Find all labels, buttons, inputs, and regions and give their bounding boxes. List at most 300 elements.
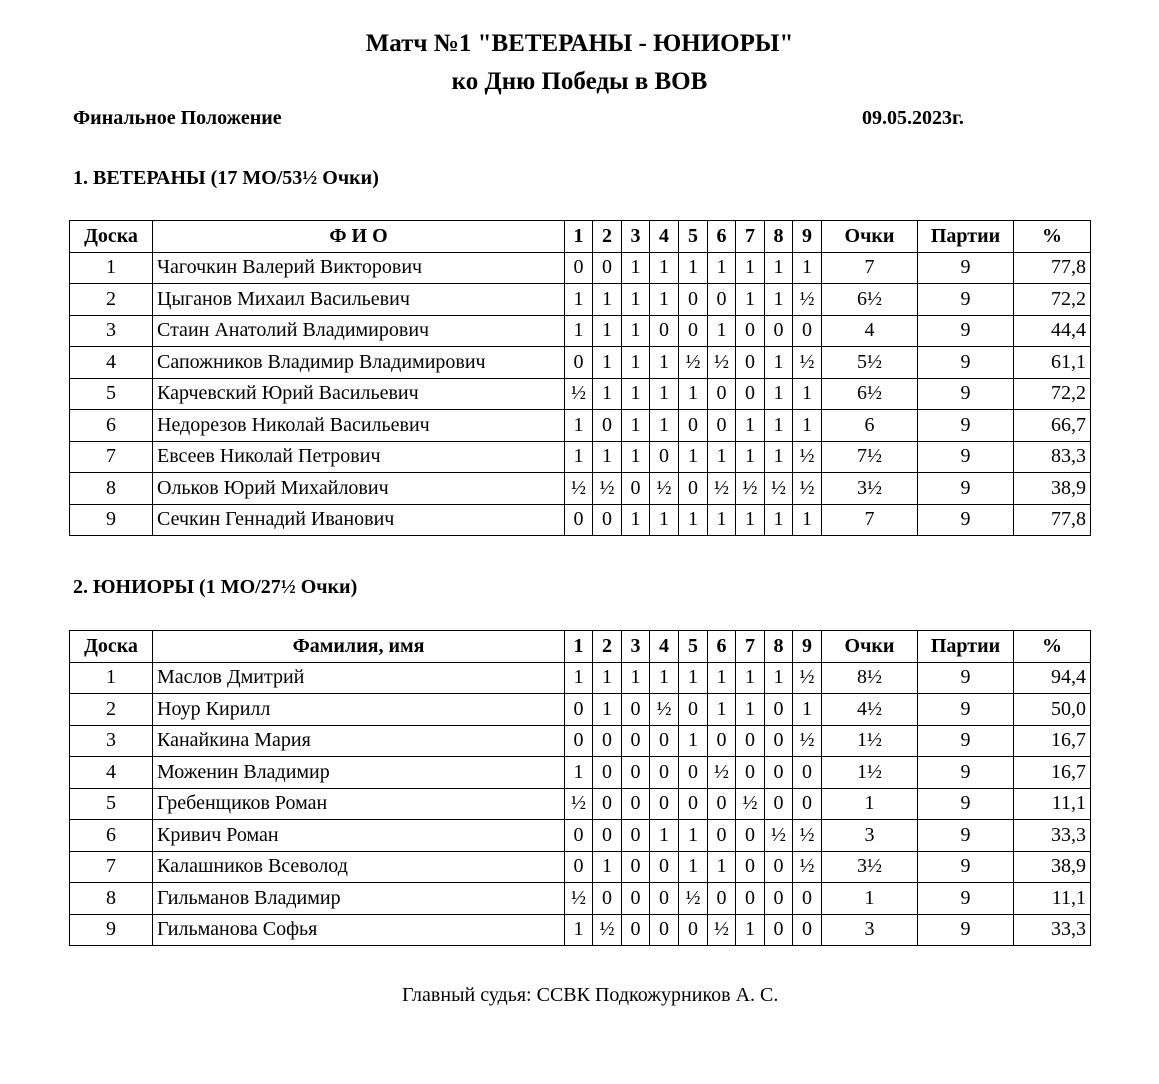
game-result-cell: ½ bbox=[650, 694, 679, 726]
section-heading-veterans: 1. ВЕТЕРАНЫ (17 МО/53½ Очки) bbox=[73, 167, 379, 189]
game-result-cell: 1 bbox=[593, 378, 622, 410]
document-title: Матч №1 "ВЕТЕРАНЫ - ЮНИОРЫ" bbox=[365, 30, 794, 57]
game-result-cell: 0 bbox=[593, 820, 622, 852]
points-cell: 3½ bbox=[822, 851, 918, 883]
game-result-cell: 0 bbox=[593, 757, 622, 789]
game-result-cell: 0 bbox=[765, 757, 793, 789]
game-result-cell: 1 bbox=[593, 851, 622, 883]
column-header: Ф И О bbox=[153, 221, 565, 253]
points-cell: 4 bbox=[822, 315, 918, 347]
game-result-cell: 0 bbox=[650, 757, 679, 789]
game-result-cell: 0 bbox=[593, 883, 622, 915]
game-result-cell: 0 bbox=[565, 820, 593, 852]
player-name-cell: Сапожников Владимир Владимирович bbox=[153, 347, 565, 379]
game-result-cell: 1 bbox=[736, 694, 765, 726]
game-result-cell: 0 bbox=[679, 410, 708, 442]
board-number-cell: 4 bbox=[70, 757, 153, 789]
games-cell: 9 bbox=[918, 725, 1014, 757]
game-result-cell: 1 bbox=[736, 252, 765, 284]
column-header: Очки bbox=[822, 631, 918, 663]
game-result-cell: 1 bbox=[736, 504, 765, 536]
column-header: 7 bbox=[736, 221, 765, 253]
game-result-cell: 1 bbox=[650, 504, 679, 536]
board-number-cell: 8 bbox=[70, 883, 153, 915]
table-row bbox=[70, 694, 1091, 726]
game-result-cell: 1 bbox=[793, 410, 822, 442]
game-result-cell: 1 bbox=[622, 662, 650, 694]
player-name-cell: Цыганов Михаил Васильевич bbox=[153, 284, 565, 316]
game-result-cell: 0 bbox=[650, 788, 679, 820]
game-result-cell: 1 bbox=[650, 347, 679, 379]
game-result-cell: ½ bbox=[736, 473, 765, 505]
table-header-row bbox=[70, 221, 1091, 253]
player-name-cell: Гребенщиков Роман bbox=[153, 788, 565, 820]
percent-cell: 16,7 bbox=[1014, 725, 1091, 757]
game-result-cell: 0 bbox=[650, 725, 679, 757]
game-result-cell: 1 bbox=[565, 284, 593, 316]
game-result-cell: 1 bbox=[679, 504, 708, 536]
game-result-cell: 0 bbox=[793, 315, 822, 347]
game-result-cell: 0 bbox=[679, 284, 708, 316]
percent-cell: 61,1 bbox=[1014, 347, 1091, 379]
games-cell: 9 bbox=[918, 410, 1014, 442]
game-result-cell: ½ bbox=[793, 820, 822, 852]
game-result-cell: 1 bbox=[622, 252, 650, 284]
games-cell: 9 bbox=[918, 347, 1014, 379]
game-result-cell: 1 bbox=[679, 378, 708, 410]
game-result-cell: 0 bbox=[593, 252, 622, 284]
game-result-cell: ½ bbox=[708, 757, 736, 789]
game-result-cell: ½ bbox=[679, 883, 708, 915]
column-header: 3 bbox=[622, 221, 650, 253]
column-header: 8 bbox=[765, 221, 793, 253]
board-number-cell: 1 bbox=[70, 662, 153, 694]
game-result-cell: 1 bbox=[708, 504, 736, 536]
games-cell: 9 bbox=[918, 694, 1014, 726]
game-result-cell: 1 bbox=[622, 378, 650, 410]
game-result-cell: 0 bbox=[736, 315, 765, 347]
game-result-cell: 0 bbox=[679, 788, 708, 820]
games-cell: 9 bbox=[918, 504, 1014, 536]
game-result-cell: 1 bbox=[679, 441, 708, 473]
player-name-cell: Гильманов Владимир bbox=[153, 883, 565, 915]
game-result-cell: 0 bbox=[765, 851, 793, 883]
game-result-cell: ½ bbox=[793, 851, 822, 883]
game-result-cell: ½ bbox=[793, 473, 822, 505]
game-result-cell: 1 bbox=[736, 662, 765, 694]
game-result-cell: 0 bbox=[708, 410, 736, 442]
points-cell: 1½ bbox=[822, 725, 918, 757]
points-cell: 6 bbox=[822, 410, 918, 442]
game-result-cell: 0 bbox=[736, 347, 765, 379]
game-result-cell: 0 bbox=[565, 694, 593, 726]
column-header: 5 bbox=[679, 221, 708, 253]
game-result-cell: 1 bbox=[593, 694, 622, 726]
points-cell: 7 bbox=[822, 504, 918, 536]
game-result-cell: 1 bbox=[679, 662, 708, 694]
game-result-cell: 1 bbox=[793, 504, 822, 536]
column-header: 4 bbox=[650, 221, 679, 253]
player-name-cell: Канайкина Мария bbox=[153, 725, 565, 757]
game-result-cell: ½ bbox=[708, 473, 736, 505]
juniors-table bbox=[69, 630, 1091, 946]
game-result-cell: 0 bbox=[708, 378, 736, 410]
board-number-cell: 6 bbox=[70, 820, 153, 852]
table-row bbox=[70, 788, 1091, 820]
game-result-cell: 0 bbox=[565, 347, 593, 379]
points-cell: 8½ bbox=[822, 662, 918, 694]
games-cell: 9 bbox=[918, 284, 1014, 316]
percent-cell: 16,7 bbox=[1014, 757, 1091, 789]
games-cell: 9 bbox=[918, 441, 1014, 473]
game-result-cell: 1 bbox=[565, 914, 593, 946]
player-name-cell: Карчевский Юрий Васильевич bbox=[153, 378, 565, 410]
game-result-cell: 0 bbox=[593, 788, 622, 820]
game-result-cell: 1 bbox=[736, 284, 765, 316]
game-result-cell: 1 bbox=[679, 252, 708, 284]
game-result-cell: 0 bbox=[679, 914, 708, 946]
game-result-cell: ½ bbox=[593, 473, 622, 505]
percent-cell: 33,3 bbox=[1014, 820, 1091, 852]
game-result-cell: ½ bbox=[793, 284, 822, 316]
game-result-cell: 0 bbox=[650, 315, 679, 347]
game-result-cell: 0 bbox=[679, 315, 708, 347]
game-result-cell: 1 bbox=[765, 504, 793, 536]
game-result-cell: 1 bbox=[565, 662, 593, 694]
table-row bbox=[70, 347, 1091, 379]
game-result-cell: 1 bbox=[565, 441, 593, 473]
column-header: Доска bbox=[70, 631, 153, 663]
games-cell: 9 bbox=[918, 315, 1014, 347]
column-header: 2 bbox=[593, 221, 622, 253]
game-result-cell: 1 bbox=[679, 851, 708, 883]
column-header: 9 bbox=[793, 221, 822, 253]
points-cell: 3 bbox=[822, 820, 918, 852]
game-result-cell: 1 bbox=[793, 252, 822, 284]
points-cell: 3½ bbox=[822, 473, 918, 505]
game-result-cell: 1 bbox=[622, 441, 650, 473]
game-result-cell: 0 bbox=[679, 757, 708, 789]
games-cell: 9 bbox=[918, 820, 1014, 852]
percent-cell: 72,2 bbox=[1014, 378, 1091, 410]
table-row bbox=[70, 315, 1091, 347]
game-result-cell: ½ bbox=[765, 820, 793, 852]
points-cell: 7 bbox=[822, 252, 918, 284]
game-result-cell: 1 bbox=[565, 410, 593, 442]
player-name-cell: Маслов Дмитрий bbox=[153, 662, 565, 694]
column-header: % bbox=[1014, 221, 1091, 253]
board-number-cell: 2 bbox=[70, 284, 153, 316]
player-name-cell: Чагочкин Валерий Викторович bbox=[153, 252, 565, 284]
table-row bbox=[70, 914, 1091, 946]
game-result-cell: 1 bbox=[593, 315, 622, 347]
percent-cell: 77,8 bbox=[1014, 252, 1091, 284]
column-header: 1 bbox=[565, 221, 593, 253]
points-cell: 7½ bbox=[822, 441, 918, 473]
game-result-cell: ½ bbox=[679, 347, 708, 379]
game-result-cell: 1 bbox=[650, 410, 679, 442]
game-result-cell: 1 bbox=[622, 504, 650, 536]
game-result-cell: ½ bbox=[708, 347, 736, 379]
game-result-cell: 1 bbox=[793, 378, 822, 410]
points-cell: 5½ bbox=[822, 347, 918, 379]
game-result-cell: 0 bbox=[708, 820, 736, 852]
game-result-cell: 0 bbox=[593, 410, 622, 442]
games-cell: 9 bbox=[918, 914, 1014, 946]
game-result-cell: 0 bbox=[793, 883, 822, 915]
percent-cell: 38,9 bbox=[1014, 851, 1091, 883]
section-heading-juniors: 2. ЮНИОРЫ (1 МО/27½ Очки) bbox=[73, 576, 358, 598]
game-result-cell: 1 bbox=[708, 694, 736, 726]
game-result-cell: 1 bbox=[622, 347, 650, 379]
percent-cell: 83,3 bbox=[1014, 441, 1091, 473]
board-number-cell: 8 bbox=[70, 473, 153, 505]
game-result-cell: 0 bbox=[622, 473, 650, 505]
game-result-cell: 0 bbox=[765, 315, 793, 347]
games-cell: 9 bbox=[918, 788, 1014, 820]
player-name-cell: Стаин Анатолий Владимирович bbox=[153, 315, 565, 347]
column-header: Партии bbox=[918, 631, 1014, 663]
document-date: 09.05.2023г. bbox=[862, 107, 964, 129]
game-result-cell: 1 bbox=[793, 694, 822, 726]
game-result-cell: 1 bbox=[565, 757, 593, 789]
game-result-cell: 0 bbox=[622, 788, 650, 820]
game-result-cell: 1 bbox=[593, 284, 622, 316]
game-result-cell: 1 bbox=[765, 378, 793, 410]
game-result-cell: 1 bbox=[593, 347, 622, 379]
board-number-cell: 9 bbox=[70, 914, 153, 946]
game-result-cell: 1 bbox=[650, 378, 679, 410]
game-result-cell: 1 bbox=[765, 347, 793, 379]
column-header: 1 bbox=[565, 631, 593, 663]
game-result-cell: 1 bbox=[565, 315, 593, 347]
game-result-cell: 0 bbox=[593, 725, 622, 757]
game-result-cell: 0 bbox=[622, 694, 650, 726]
game-result-cell: 1 bbox=[708, 441, 736, 473]
game-result-cell: 0 bbox=[765, 788, 793, 820]
column-header: Очки bbox=[822, 221, 918, 253]
game-result-cell: 0 bbox=[736, 883, 765, 915]
game-result-cell: ½ bbox=[565, 788, 593, 820]
player-name-cell: Гильманова Софья bbox=[153, 914, 565, 946]
game-result-cell: 0 bbox=[593, 504, 622, 536]
column-header: 7 bbox=[736, 631, 765, 663]
game-result-cell: 1 bbox=[593, 662, 622, 694]
column-header: 6 bbox=[708, 221, 736, 253]
board-number-cell: 9 bbox=[70, 504, 153, 536]
column-header: 4 bbox=[650, 631, 679, 663]
game-result-cell: 0 bbox=[565, 504, 593, 536]
game-result-cell: ½ bbox=[708, 914, 736, 946]
game-result-cell: ½ bbox=[593, 914, 622, 946]
game-result-cell: 0 bbox=[708, 788, 736, 820]
game-result-cell: 1 bbox=[736, 914, 765, 946]
document-subtitle: ко Дню Победы в ВОВ bbox=[451, 68, 708, 95]
table-row bbox=[70, 883, 1091, 915]
points-cell: 6½ bbox=[822, 378, 918, 410]
percent-cell: 66,7 bbox=[1014, 410, 1091, 442]
percent-cell: 44,4 bbox=[1014, 315, 1091, 347]
percent-cell: 33,3 bbox=[1014, 914, 1091, 946]
points-cell: 4½ bbox=[822, 694, 918, 726]
game-result-cell: 1 bbox=[765, 410, 793, 442]
column-header: Доска bbox=[70, 221, 153, 253]
game-result-cell: 0 bbox=[736, 757, 765, 789]
game-result-cell: 1 bbox=[736, 441, 765, 473]
game-result-cell: 1 bbox=[650, 820, 679, 852]
game-result-cell: 1 bbox=[708, 315, 736, 347]
game-result-cell: 0 bbox=[793, 788, 822, 820]
game-result-cell: 0 bbox=[622, 851, 650, 883]
percent-cell: 77,8 bbox=[1014, 504, 1091, 536]
player-name-cell: Кривич Роман bbox=[153, 820, 565, 852]
game-result-cell: 0 bbox=[622, 725, 650, 757]
game-result-cell: 1 bbox=[622, 284, 650, 316]
game-result-cell: 0 bbox=[679, 473, 708, 505]
column-header: Фамилия, имя bbox=[153, 631, 565, 663]
game-result-cell: 0 bbox=[793, 757, 822, 789]
column-header: % bbox=[1014, 631, 1091, 663]
game-result-cell: 0 bbox=[765, 725, 793, 757]
game-result-cell: ½ bbox=[565, 883, 593, 915]
column-header: 3 bbox=[622, 631, 650, 663]
column-header: Партии bbox=[918, 221, 1014, 253]
table-row bbox=[70, 851, 1091, 883]
game-result-cell: 1 bbox=[622, 410, 650, 442]
points-cell: 6½ bbox=[822, 284, 918, 316]
game-result-cell: 1 bbox=[593, 441, 622, 473]
points-cell: 3 bbox=[822, 914, 918, 946]
game-result-cell: 0 bbox=[565, 725, 593, 757]
table-row bbox=[70, 725, 1091, 757]
board-number-cell: 6 bbox=[70, 410, 153, 442]
game-result-cell: 1 bbox=[765, 441, 793, 473]
table-row bbox=[70, 662, 1091, 694]
game-result-cell: 0 bbox=[679, 694, 708, 726]
game-result-cell: 1 bbox=[622, 315, 650, 347]
game-result-cell: ½ bbox=[765, 473, 793, 505]
game-result-cell: 1 bbox=[765, 284, 793, 316]
table-row bbox=[70, 820, 1091, 852]
game-result-cell: ½ bbox=[650, 473, 679, 505]
game-result-cell: 0 bbox=[736, 820, 765, 852]
game-result-cell: 0 bbox=[765, 914, 793, 946]
board-number-cell: 5 bbox=[70, 378, 153, 410]
percent-cell: 38,9 bbox=[1014, 473, 1091, 505]
points-cell: 1 bbox=[822, 788, 918, 820]
game-result-cell: 0 bbox=[765, 694, 793, 726]
game-result-cell: 0 bbox=[765, 883, 793, 915]
column-header: 5 bbox=[679, 631, 708, 663]
game-result-cell: 0 bbox=[708, 284, 736, 316]
game-result-cell: 0 bbox=[565, 252, 593, 284]
game-result-cell: ½ bbox=[793, 347, 822, 379]
game-result-cell: 1 bbox=[650, 252, 679, 284]
game-result-cell: 0 bbox=[736, 851, 765, 883]
game-result-cell: 0 bbox=[622, 883, 650, 915]
game-result-cell: 1 bbox=[679, 725, 708, 757]
player-name-cell: Ольков Юрий Михайлович bbox=[153, 473, 565, 505]
chief-judge-signature: Главный судья: ССВК Подкожурников А. С. bbox=[402, 984, 779, 1006]
percent-cell: 94,4 bbox=[1014, 662, 1091, 694]
game-result-cell: 1 bbox=[736, 410, 765, 442]
game-result-cell: 0 bbox=[736, 378, 765, 410]
player-name-cell: Сечкин Геннадий Иванович bbox=[153, 504, 565, 536]
column-header: 8 bbox=[765, 631, 793, 663]
table-row bbox=[70, 504, 1091, 536]
points-cell: 1½ bbox=[822, 757, 918, 789]
game-result-cell: ½ bbox=[793, 662, 822, 694]
table-row bbox=[70, 284, 1091, 316]
game-result-cell: 1 bbox=[708, 851, 736, 883]
games-cell: 9 bbox=[918, 757, 1014, 789]
game-result-cell: 0 bbox=[650, 441, 679, 473]
game-result-cell: 0 bbox=[622, 757, 650, 789]
game-result-cell: 0 bbox=[622, 820, 650, 852]
game-result-cell: 0 bbox=[736, 725, 765, 757]
game-result-cell: 0 bbox=[650, 851, 679, 883]
games-cell: 9 bbox=[918, 662, 1014, 694]
board-number-cell: 7 bbox=[70, 441, 153, 473]
game-result-cell: ½ bbox=[565, 378, 593, 410]
games-cell: 9 bbox=[918, 851, 1014, 883]
column-header: 2 bbox=[593, 631, 622, 663]
game-result-cell: 1 bbox=[650, 284, 679, 316]
game-result-cell: 1 bbox=[708, 252, 736, 284]
games-cell: 9 bbox=[918, 378, 1014, 410]
player-name-cell: Евсеев Николай Петрович bbox=[153, 441, 565, 473]
veterans-table bbox=[69, 220, 1091, 536]
game-result-cell: ½ bbox=[793, 441, 822, 473]
percent-cell: 11,1 bbox=[1014, 883, 1091, 915]
games-cell: 9 bbox=[918, 883, 1014, 915]
table-row bbox=[70, 441, 1091, 473]
game-result-cell: 0 bbox=[650, 883, 679, 915]
percent-cell: 50,0 bbox=[1014, 694, 1091, 726]
column-header: 6 bbox=[708, 631, 736, 663]
game-result-cell: 1 bbox=[765, 252, 793, 284]
game-result-cell: 0 bbox=[793, 914, 822, 946]
games-cell: 9 bbox=[918, 473, 1014, 505]
table-row bbox=[70, 473, 1091, 505]
game-result-cell: 1 bbox=[679, 820, 708, 852]
player-name-cell: Калашников Всеволод bbox=[153, 851, 565, 883]
board-number-cell: 3 bbox=[70, 315, 153, 347]
table-row bbox=[70, 252, 1091, 284]
game-result-cell: 1 bbox=[708, 662, 736, 694]
game-result-cell: 0 bbox=[650, 914, 679, 946]
percent-cell: 72,2 bbox=[1014, 284, 1091, 316]
game-result-cell: 0 bbox=[565, 851, 593, 883]
player-name-cell: Моженин Владимир bbox=[153, 757, 565, 789]
percent-cell: 11,1 bbox=[1014, 788, 1091, 820]
board-number-cell: 3 bbox=[70, 725, 153, 757]
game-result-cell: 0 bbox=[708, 883, 736, 915]
game-result-cell: ½ bbox=[565, 473, 593, 505]
game-result-cell: 1 bbox=[765, 662, 793, 694]
game-result-cell: 0 bbox=[622, 914, 650, 946]
game-result-cell: ½ bbox=[793, 725, 822, 757]
board-number-cell: 5 bbox=[70, 788, 153, 820]
board-number-cell: 1 bbox=[70, 252, 153, 284]
games-cell: 9 bbox=[918, 252, 1014, 284]
table-row bbox=[70, 410, 1091, 442]
column-header: 9 bbox=[793, 631, 822, 663]
table-header-row bbox=[70, 631, 1091, 663]
game-result-cell: ½ bbox=[736, 788, 765, 820]
final-standings-label: Финальное Положение bbox=[73, 107, 282, 129]
table-row bbox=[70, 757, 1091, 789]
